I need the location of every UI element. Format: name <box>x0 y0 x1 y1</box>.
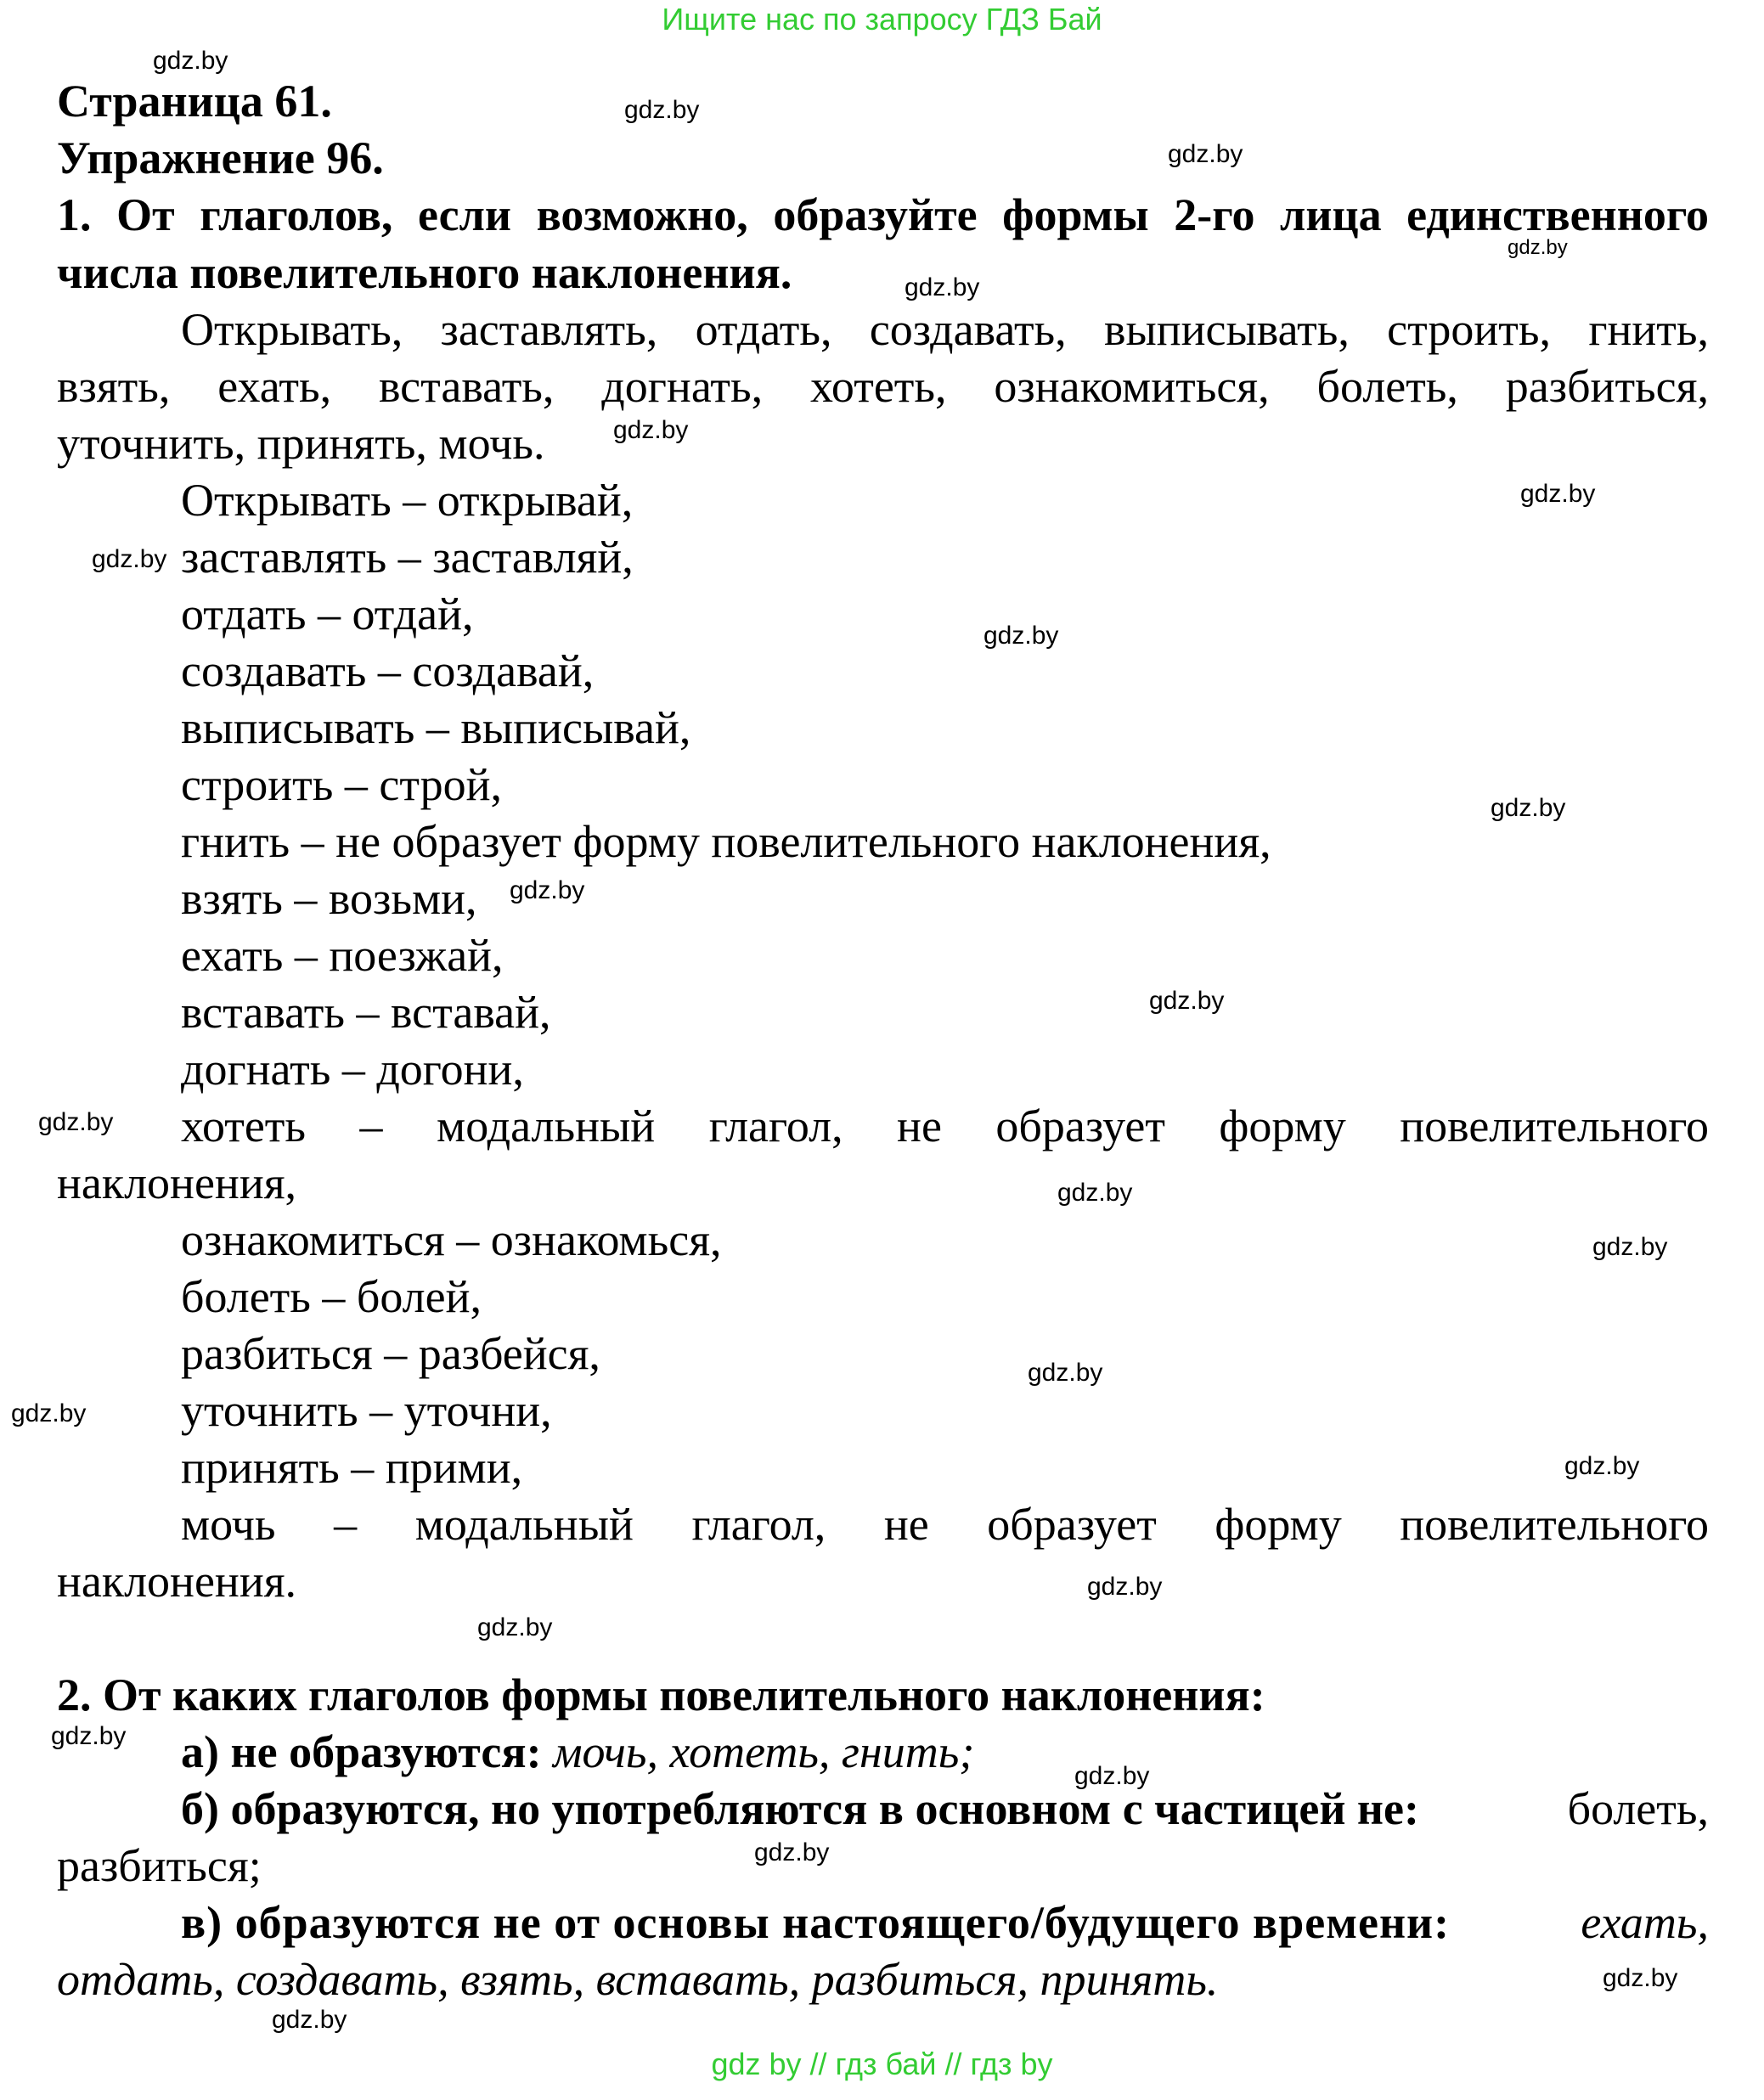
task1-heading-line1: 1. От глаголов, если возможно, образуйте формы 2-го лица единственного <box>57 189 1709 240</box>
task2-b-value-line2: разбиться; <box>57 1840 262 1891</box>
watermark: gdz.by <box>1508 236 1568 259</box>
watermark: gdz.by <box>1520 480 1596 508</box>
answer-khotet-line1: хотеть – модальный глагол, не образует форму повелительного <box>181 1101 1709 1151</box>
task2-v-value-line1: ехать, <box>1581 1897 1709 1948</box>
task2-v-value-line2: отдать, создавать, взять, вставать, разбиться, принять. <box>57 1954 1219 2005</box>
answer-moch-line1: мочь – модальный глагол, не образует форму повелительного <box>181 1499 1709 1550</box>
answer-line: выписывать – выписывай, <box>181 702 691 753</box>
task2-a-value: мочь, хотеть, гнить; <box>553 1726 975 1777</box>
answer-line: Открывать – открывай, <box>181 475 634 526</box>
watermark: gdz.by <box>905 273 980 301</box>
watermark: gdz.by <box>1564 1452 1640 1480</box>
exercise-title: Упражнение 96. <box>57 132 384 183</box>
task2-a <box>181 1726 974 1778</box>
task2-v-label: в) образуются не от основы настоящего/будущего времени: <box>181 1897 1451 1948</box>
task1-words-line2: взять, ехать, вставать, догнать, хотеть, ознакомиться, болеть, разбиться, <box>57 361 1709 412</box>
answer-line: ознакомиться – ознакомься, <box>181 1214 722 1265</box>
top-banner: Ищите нас по запросу ГДЗ Бай <box>662 2 1102 37</box>
watermark: gdz.by <box>624 96 700 124</box>
watermark: gdz.by <box>1087 1573 1163 1601</box>
answer-line: ехать – поезжай, <box>181 930 504 981</box>
task2-a-label: а) не образуются: <box>181 1726 542 1777</box>
answer-line: вставать – вставай, <box>181 987 551 1038</box>
answer-line: разбиться – разбейся, <box>181 1328 600 1379</box>
task1-heading-line2: числа повелительного наклонения. <box>57 247 792 298</box>
answer-line: уточнить – уточни, <box>181 1385 552 1436</box>
watermark: gdz.by <box>1491 794 1566 822</box>
answer-moch-line2: наклонения. <box>57 1556 297 1607</box>
watermark: gdz.by <box>92 545 167 573</box>
watermark: gdz.by <box>1057 1179 1133 1207</box>
answer-line: принять – прими, <box>181 1442 523 1493</box>
watermark: gdz.by <box>51 1722 127 1750</box>
task2-b <box>181 1782 1709 1835</box>
answer-line: отдать – отдай, <box>181 588 474 639</box>
footer: gdz by // гдз бай // гдз by <box>711 2047 1053 2081</box>
watermark: gdz.by <box>11 1399 87 1427</box>
watermark: gdz.by <box>477 1613 553 1641</box>
answer-line: догнать – догони, <box>181 1044 524 1095</box>
watermark: gdz.by <box>1149 987 1225 1015</box>
answer-line: болеть – болей, <box>181 1271 482 1322</box>
watermark: gdz.by <box>1168 140 1243 168</box>
page-title: Страница 61. <box>57 76 332 127</box>
answer-line: гнить – не образует форму повелительного наклонения, <box>181 816 1271 867</box>
task2-v <box>181 1896 1709 1949</box>
watermark: gdz.by <box>1074 1762 1150 1790</box>
watermark: gdz.by <box>1028 1359 1103 1387</box>
task2-heading: 2. От каких глаголов формы повелительного наклонения: <box>57 1669 1265 1720</box>
watermark: gdz.by <box>983 622 1059 650</box>
watermark: gdz.by <box>153 47 228 75</box>
answer-line: заставлять – заставляй, <box>181 532 634 583</box>
answer-line: взять – возьми, <box>181 873 477 924</box>
answer-khotet-line2: наклонения, <box>57 1157 297 1208</box>
task2-b-value-line1: болеть, <box>1567 1783 1709 1834</box>
watermark: gdz.by <box>1603 1964 1678 1992</box>
task1-words-line3: уточнить, принять, мочь. <box>57 418 545 469</box>
watermark: gdz.by <box>510 876 585 904</box>
answer-line: создавать – создавай, <box>181 645 595 696</box>
task1-words-line1: Открывать, заставлять, отдать, создавать, выписывать, строить, гнить, <box>181 304 1709 355</box>
answer-line: строить – строй, <box>181 759 502 810</box>
watermark: gdz.by <box>754 1838 830 1866</box>
watermark: gdz.by <box>272 2006 347 2034</box>
watermark: gdz.by <box>1592 1233 1668 1261</box>
watermark: gdz.by <box>613 416 689 444</box>
watermark: gdz.by <box>38 1108 114 1136</box>
task2-b-label: б) образуются, но употребляются в основном с частицей не: <box>181 1783 1419 1834</box>
